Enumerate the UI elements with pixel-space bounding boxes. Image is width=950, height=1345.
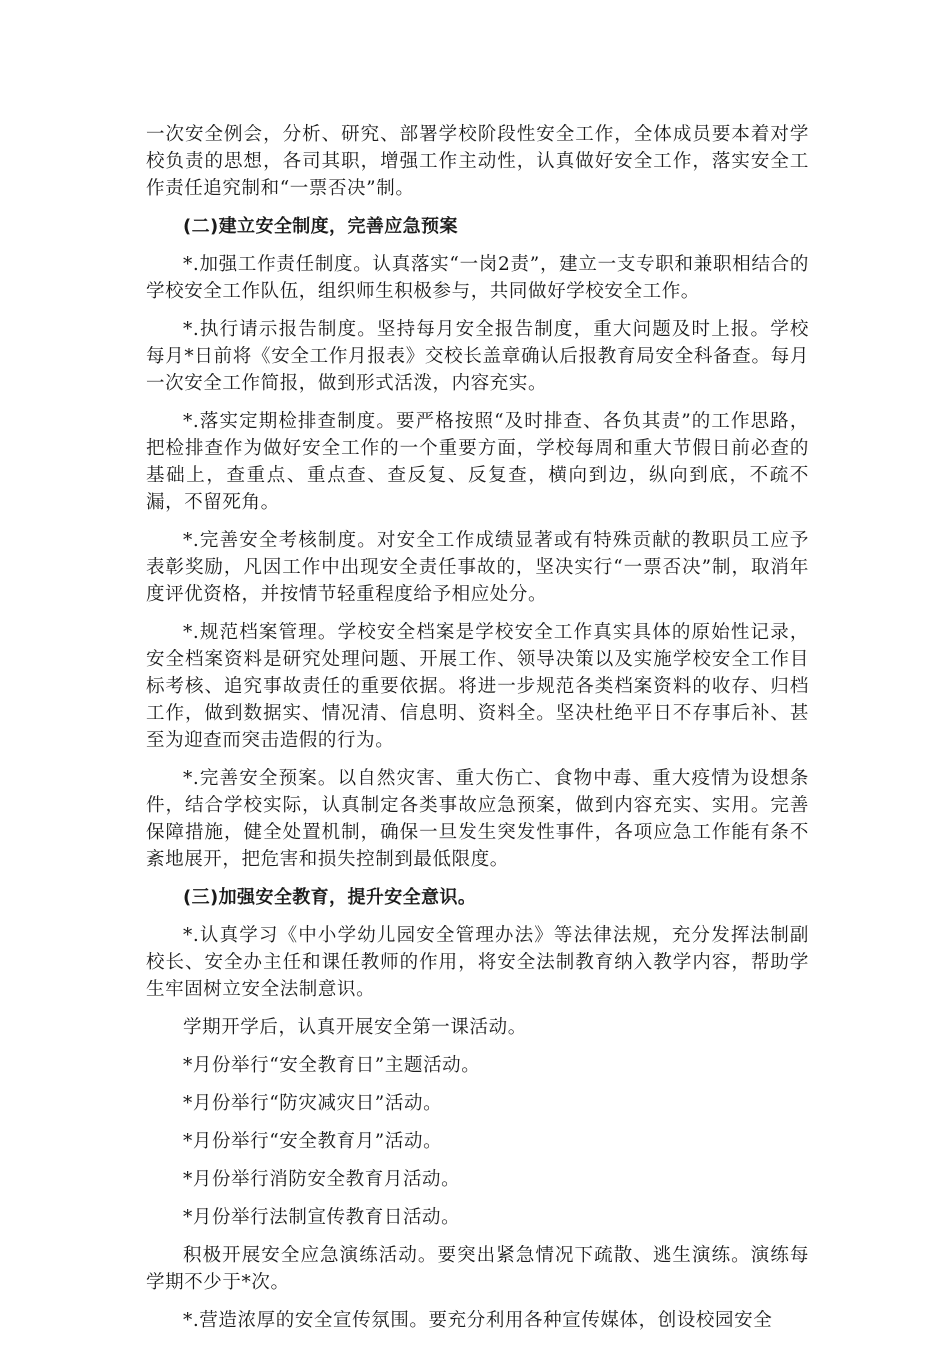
list-item-safety-month: *月份举行“安全教育月”活动。 [183,1131,443,1152]
list-item-disaster-day: *月份举行“防灾减灾日”活动。 [183,1093,443,1114]
paragraph-drill: 积极开展安全应急演练活动。要突出紧急情况下疏散、逃生演练。演练每学期不少于*次。 [146,1245,809,1293]
list-item-safety-day: *月份举行“安全教育日”主题活动。 [183,1055,481,1076]
section-heading-3: (三)加强安全教育，提升安全意识。 [183,887,477,908]
paragraph-responsibility: *.加强工作责任制度。认真落实“一岗2责”，建立一支专职和兼职相结合的学校安全工作队伍，组织师生积极参与，共同做好学校安全工作。 [146,254,809,302]
paragraph-law-study: *.认真学习《中小学幼儿园安全管理办法》等法律法规，充分发挥法制副校长、安全办主任和课任教师的作用，将安全法制教育纳入教学内容，帮助学生牢固树立安全法制意识。 [146,925,809,1000]
paragraph-atmosphere: *.营造浓厚的安全宣传氛围。要充分利用各种宣传媒体，创设校园安全 [183,1310,773,1331]
paragraph-report: *.执行请示报告制度。坚持每月安全报告制度，重大问题及时上报。学校每月*日前将《安全工作月报表》交校长盖章确认后报教育局安全科备查。每月一次安全工作简报，做到形式活泼，内容充实。 [146,319,809,394]
section-heading-2: (二)建立安全制度，完善应急预案 [183,216,458,237]
paragraph-plan: *.完善安全预案。以自然灾害、重大伤亡、食物中毒、重大疫情为设想条件，结合学校实际，认真制定各类事故应急预案，做到内容充实、实用。完善保障措施，健全处置机制，确保一旦发生突发性事件，各项应急工作能有条不紊地展开，把危害和损失控制到最低限度。 [146,768,809,870]
list-item-law-day: *月份举行法制宣传教育日活动。 [183,1207,461,1228]
paragraph-inspection: *.落实定期检排查制度。要严格按照“及时排查、各负其责”的工作思路，把检排查作为做好安全工作的一个重要方面，学校每周和重大节假日前必查的基础上，查重点、重点查、查反复、反复查，横向到边，纵向到底，不疏不漏，不留死角。 [146,411,809,513]
paragraph-continued: 一次安全例会，分析、研究、部署学校阶段性安全工作，全体成员要本着对学校负责的思想，各司其职，增强工作主动性，认真做好安全工作，落实安全工作责任追究制和“一票否决”制。 [146,124,809,199]
paragraph-first-lesson: 学期开学后，认真开展安全第一课活动。 [183,1017,527,1038]
list-item-fire-month: *月份举行消防安全教育月活动。 [183,1169,461,1190]
paragraph-assessment: *.完善安全考核制度。对安全工作成绩显著或有特殊贡献的教职员工应予表彰奖励，凡因工作中出现安全责任事故的，坚决实行“一票否决”制，取消年度评优资格，并按情节轻重程度给予相应处分。 [146,530,809,605]
paragraph-archive: *.规范档案管理。学校安全档案是学校安全工作真实具体的原始性记录，安全档案资料是研究处理问题、开展工作、领导决策以及实施学校安全工作目标考核、追究事故责任的重要依据。将进一步规范各类档案资料的收存、归档工作，做到数据实、情况清、信息明、资料全。坚决杜绝平日不存事后补、甚至为迎查而突击造假的行为。 [146,622,809,751]
document-body [146,121,809,1345]
